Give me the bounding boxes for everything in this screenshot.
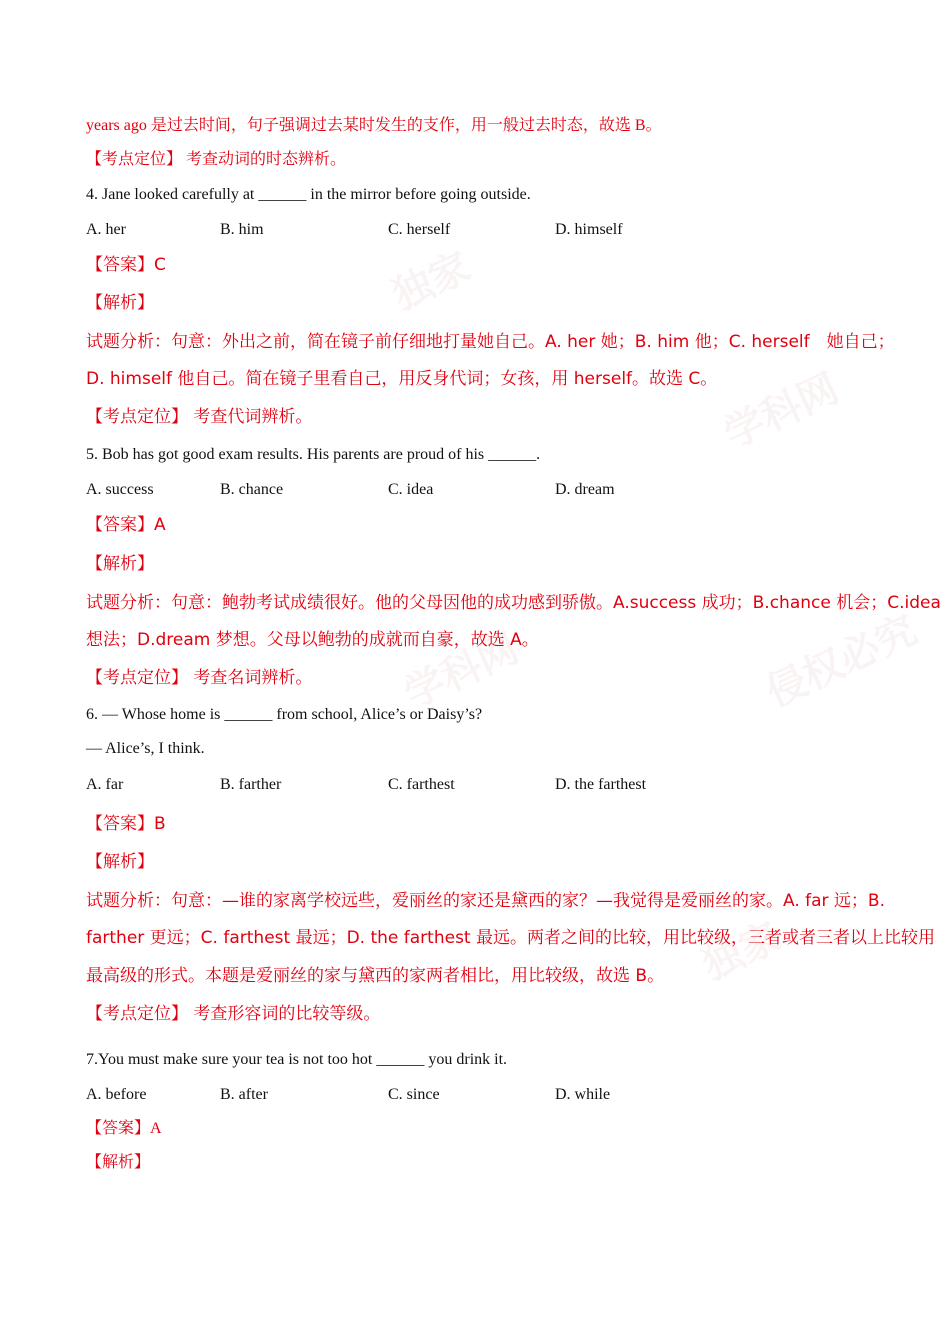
question-6-options bbox=[86, 776, 786, 796]
option-b: B. him bbox=[220, 221, 264, 238]
option-c: C. idea bbox=[388, 481, 434, 498]
option-d: D. dream bbox=[555, 481, 615, 498]
option-b: B. farther bbox=[220, 776, 282, 793]
watermark: 学科网 bbox=[397, 625, 526, 718]
option-d: D. himself bbox=[555, 221, 623, 238]
kaodian-label: 【考点定位】 考查代词辨析。 bbox=[86, 407, 313, 427]
analysis-text: D. himself 他自己。简在镜子里看自己，用反身代词；女孩，用 herself。故选 C。 bbox=[86, 369, 718, 389]
answer-label: 【答案】C bbox=[86, 255, 166, 275]
option-c: C. farthest bbox=[388, 776, 455, 793]
jiexi-label: 【解析】 bbox=[86, 293, 154, 313]
question-7-options bbox=[86, 1086, 786, 1106]
option-a: A. success bbox=[86, 481, 154, 498]
watermark: 学科网 bbox=[717, 365, 846, 458]
option-b: B. after bbox=[220, 1086, 268, 1103]
jiexi-label: 【解析】 bbox=[86, 554, 154, 574]
jiexi-label: 【解析】 bbox=[86, 852, 154, 872]
answer-label: 【答案】A bbox=[86, 515, 166, 535]
analysis-text: farther 更远；C. farthest 最远；D. the farthest 最远。两者之间的比较，用比较级，三者或者三者以上比较用 bbox=[86, 928, 935, 948]
kaodian-label: 【考点定位】 考查动词的时态辨析。 bbox=[86, 151, 347, 168]
option-b: B. chance bbox=[220, 481, 284, 498]
question-6-reply: — Alice’s, I think. bbox=[86, 740, 205, 757]
analysis-text: 最高级的形式。本题是爱丽丝的家与黛西的家两者相比，用比较级，故选 B。 bbox=[86, 966, 665, 986]
analysis-text: 试题分析：句意：鲍勃考试成绩很好。他的父母因他的成功感到骄傲。A.success 成功；B.chance 机会；C.idea bbox=[86, 593, 941, 613]
answer-label: 【答案】A bbox=[86, 1120, 162, 1137]
option-c: C. herself bbox=[388, 221, 451, 238]
answer-label: 【答案】B bbox=[86, 814, 166, 834]
jiexi-label: 【解析】 bbox=[86, 1154, 151, 1171]
option-a: A. before bbox=[86, 1086, 147, 1103]
watermark: 独家 bbox=[385, 243, 478, 320]
option-c: C. since bbox=[388, 1086, 440, 1103]
explanation-text: years ago 是过去时间，句子强调过去某时发生的支作，用一般过去时态，故选 B。 bbox=[86, 117, 662, 134]
option-a: A. her bbox=[86, 221, 126, 238]
question-6-stem: 6. — Whose home is ______ from school, Alice’s or Daisy’s? bbox=[86, 706, 483, 723]
question-5-stem: 5. Bob has got good exam results. His parents are proud of his ______. bbox=[86, 446, 541, 463]
analysis-text: 试题分析：句意：外出之前，简在镜子前仔细地打量她自己。A. her 她；B. him 他；C. herself 她自己； bbox=[86, 332, 895, 352]
option-d: D. while bbox=[555, 1086, 611, 1103]
question-4-options bbox=[86, 221, 786, 241]
watermark: 独家 bbox=[695, 913, 788, 990]
question-7-stem: 7.You must make sure your tea is not too hot ______ you drink it. bbox=[86, 1051, 508, 1068]
option-d: D. the farthest bbox=[555, 776, 647, 793]
question-5-options bbox=[86, 481, 786, 501]
kaodian-label: 【考点定位】 考查名词辨析。 bbox=[86, 668, 313, 688]
analysis-text: 试题分析：句意：—谁的家离学校远些，爱丽丝的家还是黛西的家？—我觉得是爱丽丝的家。A. far 远；B. bbox=[86, 891, 885, 911]
question-4-stem: 4. Jane looked carefully at ______ in the mirror before going outside. bbox=[86, 186, 531, 203]
option-a: A. far bbox=[86, 776, 124, 793]
watermark: 侵权必究 bbox=[759, 607, 924, 717]
kaodian-label: 【考点定位】 考查形容词的比较等级。 bbox=[86, 1004, 381, 1024]
analysis-text: 想法；D.dream 梦想。父母以鲍勃的成就而自豪，故选 A。 bbox=[86, 630, 539, 650]
